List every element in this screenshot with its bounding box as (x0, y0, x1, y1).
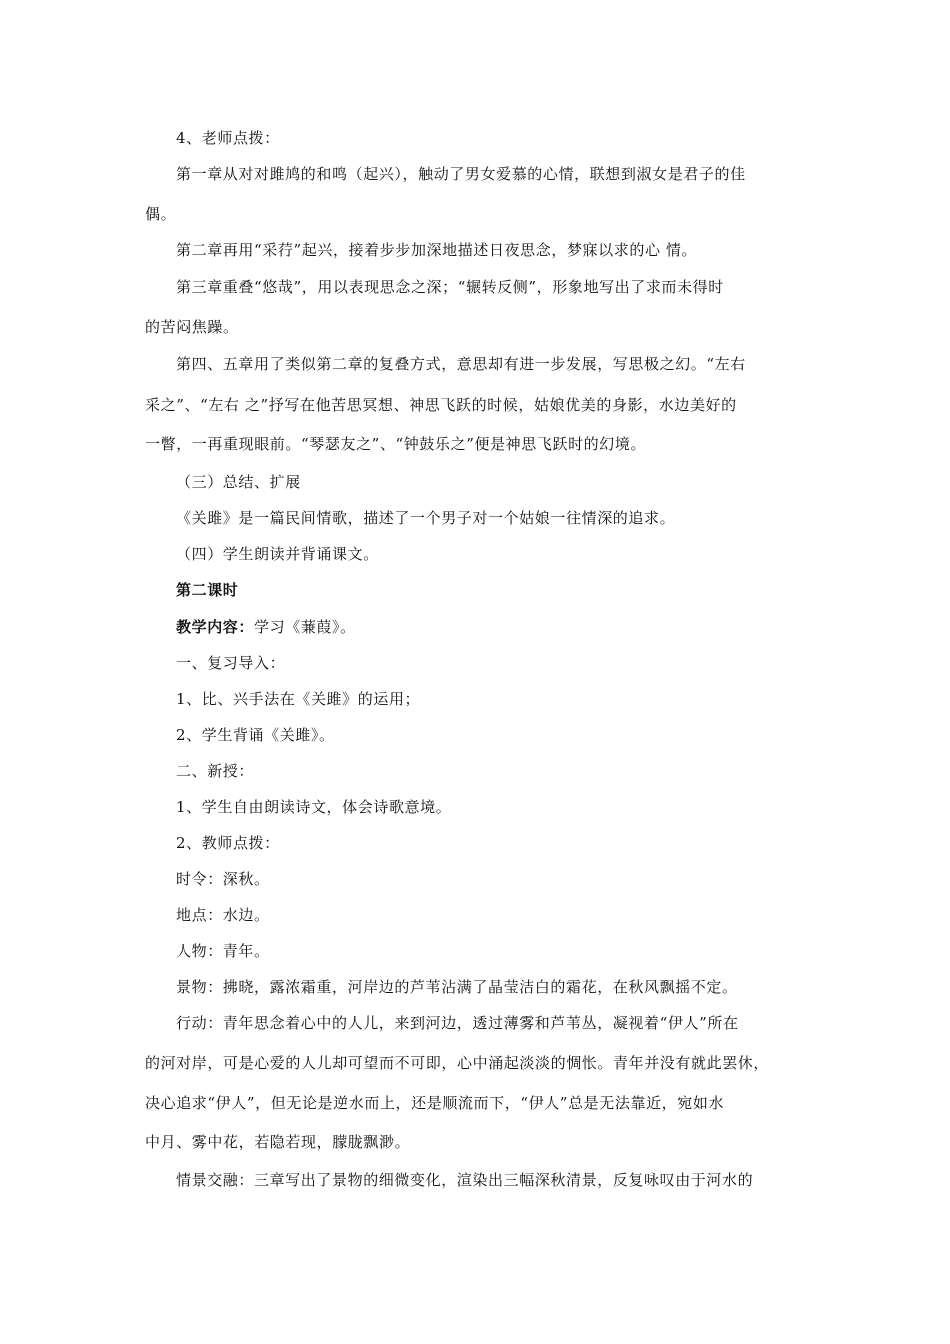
teaching-content (176, 617, 356, 637)
lesson-title: 第二课时 (176, 581, 239, 599)
text-line: 《关雎》是一篇民间情歌，描述了一个男子对一个姑娘一往情深的追求。 (176, 509, 676, 527)
text-line: 4、老师点拨： (176, 129, 280, 147)
teaching-content-label: 教学内容： (176, 618, 255, 636)
text-line: 采之”、“左右 之”抒写在他苦思冥想、神思飞跃的时候，姑娘优美的身影，水边美好的 (145, 396, 737, 414)
text-line: 的苦闷焦躁。 (145, 318, 239, 336)
text-line: 第三章重叠“悠哉”，用以表现思念之深；“辗转反侧”，形象地写出了求而未得时 (176, 278, 724, 296)
teaching-content-value: 学习《蒹葭》。 (254, 618, 356, 636)
text-line: 地点：水边。 (176, 906, 270, 924)
text-line: 偶。 (145, 205, 177, 223)
section-heading: 一、复习导入： (176, 654, 286, 672)
section-heading: （四）学生朗读并背诵课文。 (176, 545, 379, 563)
text-line: 时令：深秋。 (176, 870, 270, 888)
text-line: 2、学生背诵《关雎》。 (176, 726, 335, 744)
text-line: 中月、雾中花，若隐若现，朦胧飘渺。 (145, 1133, 411, 1151)
text-line: 行动：青年思念着心中的人儿，来到河边，透过薄雾和芦苇丛，凝视着“伊人”所在 (176, 1014, 739, 1032)
text-line: 第四、五章用了类似第二章的复叠方式，意思却有进一步发展，写思极之幻。“左右 (176, 355, 746, 373)
text-line: 2、教师点拨： (176, 834, 280, 852)
text-line: 的河对岸，可是心爱的人儿却可望而不可即，心中涌起淡淡的惆怅。青年并没有就此罢休， (145, 1054, 770, 1072)
text-line: 人物：青年。 (176, 942, 270, 960)
text-line: 决心追求“伊人”，但无论是逆水而上，还是顺流而下，“伊人”总是无法靠近，宛如水 (145, 1094, 725, 1112)
section-heading: 二、新授： (176, 762, 255, 780)
text-line: 一瞥，一再重现眼前。“琴瑟友之”、“钟鼓乐之”便是神思飞跃时的幻境。 (145, 435, 647, 453)
text-line: 景物：拂晓，露浓霜重，河岸边的芦苇沾满了晶莹洁白的霜花，在秋风飘摇不定。 (176, 978, 738, 996)
section-heading: （三）总结、扩展 (176, 473, 301, 491)
text-line: 1、学生自由朗读诗文，体会诗歌意境。 (176, 798, 452, 816)
text-line: 第一章从对对雎鸠的和鸣（起兴），触动了男女爱慕的心情，联想到淑女是君子的佳 (176, 165, 746, 183)
text-line: 第二章再用“采荇”起兴，接着步步加深地描述日夜思念，梦寐以求的心 情。 (176, 241, 698, 259)
text-line: 情景交融：三章写出了景物的细微变化，渲染出三幅深秋清景，反复咏叹由于河水的 (176, 1171, 754, 1189)
text-line: 1、比、兴手法在《关雎》的运用； (176, 690, 421, 708)
